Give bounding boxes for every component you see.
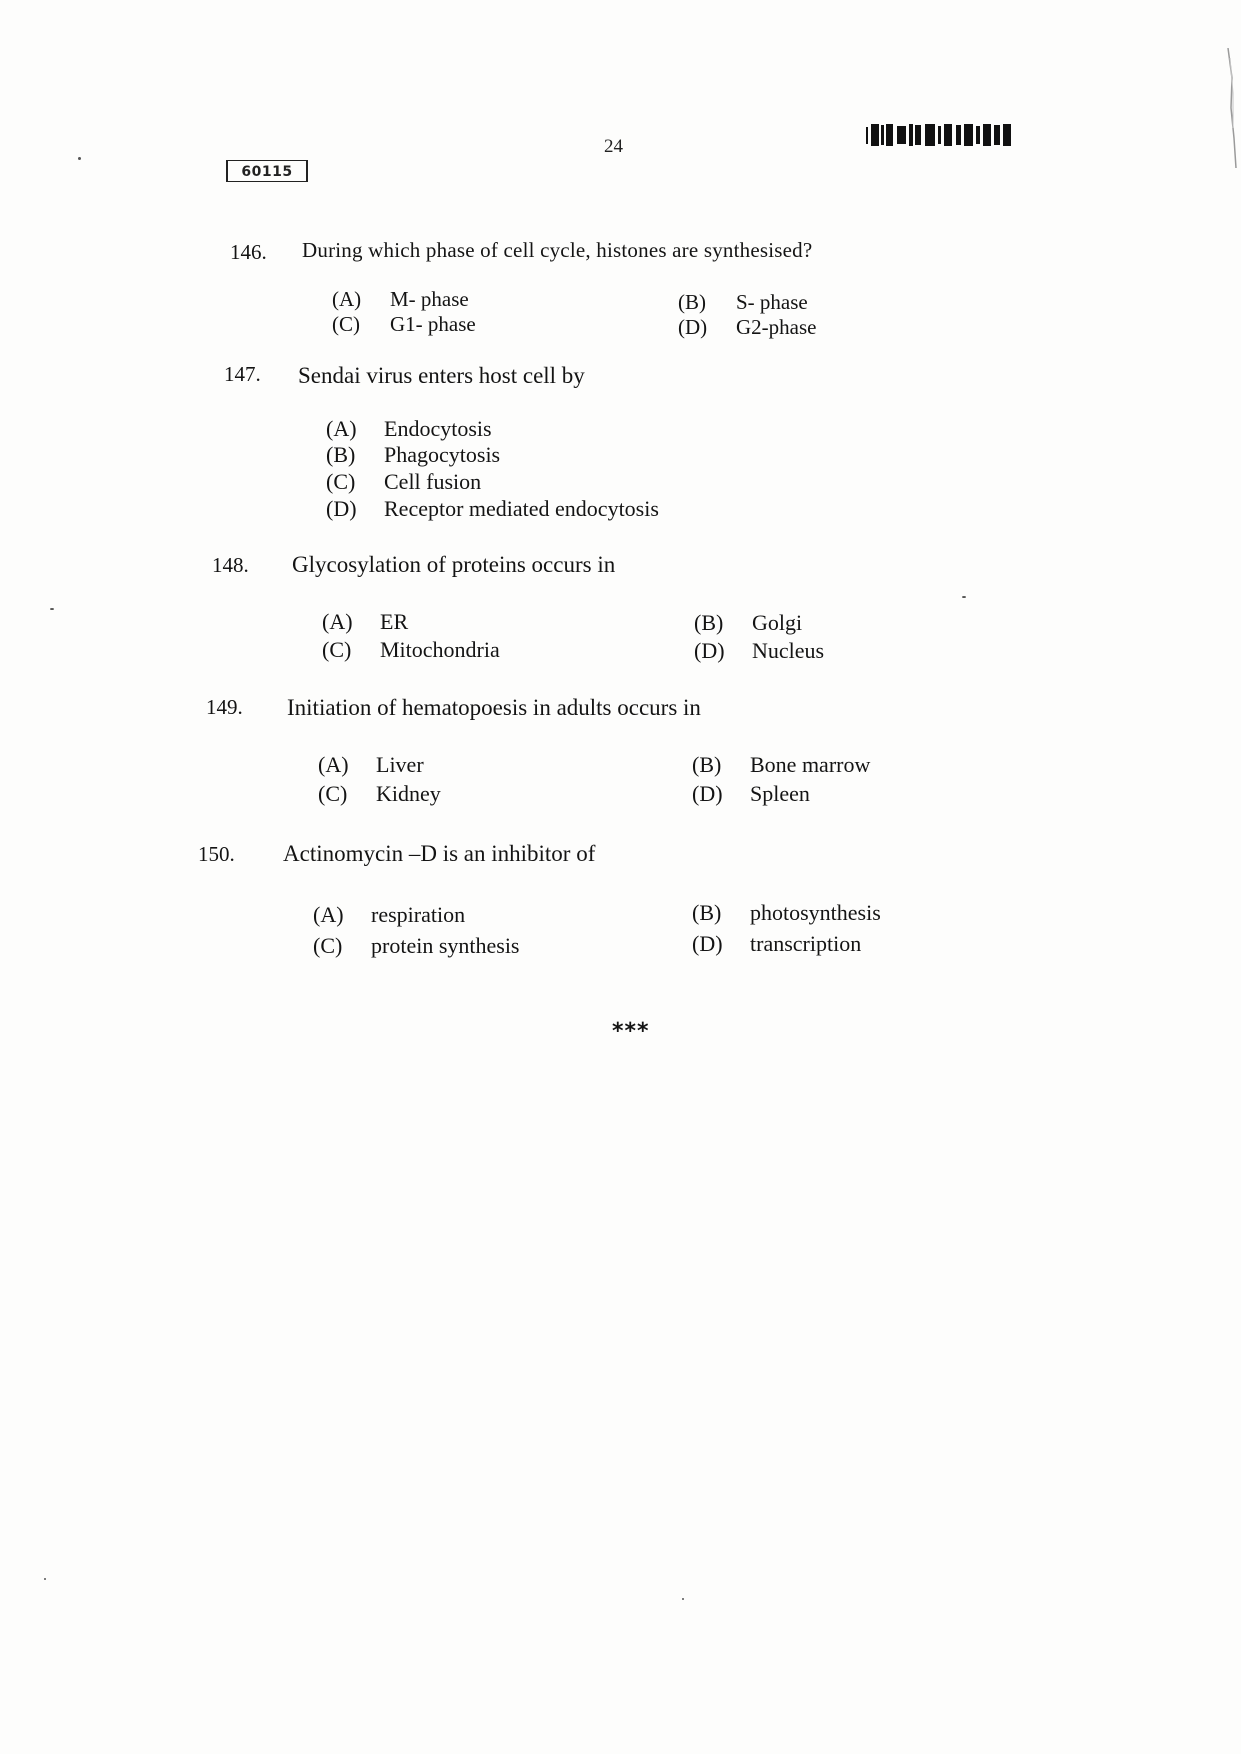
q146-option-d: (D) G2-phase xyxy=(678,315,817,339)
question-148-text: Glycosylation of proteins occurs in xyxy=(292,552,616,577)
q150-option-d: (D) transcription xyxy=(692,931,862,956)
question-149-number: 149. xyxy=(206,695,243,719)
q149-option-d: (D) Spleen xyxy=(692,781,810,806)
scan-speck xyxy=(682,1598,684,1600)
question-146-text: During which phase of cell cycle, histones are synthesised? xyxy=(302,238,813,262)
q146-option-b: (B) S- phase xyxy=(678,290,808,314)
page-number: 24 xyxy=(604,136,623,157)
q148-option-c: (C) Mitochondria xyxy=(322,637,500,662)
scan-speck xyxy=(50,608,54,610)
q149-option-a: (A) Liver xyxy=(318,752,424,777)
q149-option-b: (B) Bone marrow xyxy=(692,752,871,777)
q148-option-b: (B) Golgi xyxy=(694,610,803,635)
scan-speck xyxy=(962,596,966,598)
q149-option-c: (C) Kidney xyxy=(318,781,441,806)
q150-option-b: (B) photosynthesis xyxy=(692,900,881,925)
q147-option-b: (B) Phagocytosis xyxy=(326,442,501,467)
question-146-number: 146. xyxy=(230,240,267,264)
q147-option-a: (A) Endocytosis xyxy=(326,416,492,441)
q148-option-d: (D) Nucleus xyxy=(694,638,825,663)
q147-option-d: (D) Receptor mediated endocytosis xyxy=(326,496,659,521)
scan-speck xyxy=(44,1578,46,1580)
barcode-icon xyxy=(866,124,1012,146)
question-148-number: 148. xyxy=(212,553,249,577)
q148-option-a: (A) ER xyxy=(322,609,409,634)
paper-code: 60115 xyxy=(226,160,308,182)
question-150-number: 150. xyxy=(198,842,235,866)
q150-option-a: (A) respiration xyxy=(313,902,466,927)
question-147-number: 147. xyxy=(224,362,261,386)
question-147-text: Sendai virus enters host cell by xyxy=(298,363,585,388)
q150-option-c: (C) protein synthesis xyxy=(313,933,520,958)
q146-option-a: (A) M- phase xyxy=(332,287,469,311)
q146-option-c: (C) G1- phase xyxy=(332,312,476,336)
q147-option-c: (C) Cell fusion xyxy=(326,469,482,494)
question-150-text: Actinomycin –D is an inhibitor of xyxy=(283,841,596,866)
question-149-text: Initiation of hematopoesis in adults occurs in xyxy=(287,695,701,720)
scan-speck xyxy=(78,157,81,160)
end-marker: *** xyxy=(612,1019,650,1044)
scan-edge-mark xyxy=(1226,48,1238,168)
